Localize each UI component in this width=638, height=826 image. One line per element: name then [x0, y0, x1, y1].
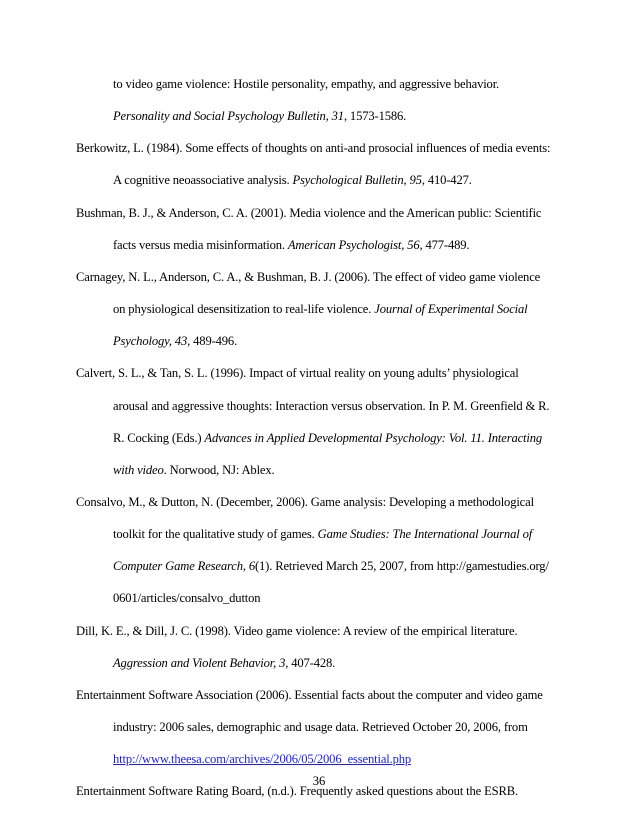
ref-esa-2006-line-1 — [76, 687, 543, 703]
reference-text: on physiological desensitization to real-life violence. — [113, 302, 375, 316]
reference-text: Dill, K. E., & Dill, J. C. (1998). Video game violence: A review of the empirical literature. — [76, 623, 518, 638]
reference-text: (1). Retrieved March 25, 2007, from http://gamestudies.org/ — [254, 559, 549, 574]
reference-italic-text: Computer Game Research, 6 — [113, 559, 255, 574]
ref-consalvo-2006-line-4 — [113, 590, 260, 606]
reference-text: 0601/articles/consalvo_dutton — [113, 591, 261, 606]
reference-text: industry: 2006 sales, demographic and usage data. Retrieved October 20, 2006, from — [113, 720, 528, 734]
ref-ahearn-cont-line-2 — [113, 108, 406, 124]
reference-text: Consalvo, M., & Dutton, N. (December, 2006). Game analysis: Developing a methodological — [76, 494, 534, 509]
reference-text: , 477-489. — [419, 237, 470, 252]
reference-text: Carnagey, N. L., Anderson, C. A., & Bushman, B. J. (2006). The effect of video game violence — [76, 269, 541, 284]
reference-italic-text: Psychological Bulletin, 95 — [292, 173, 422, 188]
reference-italic-text: Advances in Applied Developmental Psychology: Vol. 11. Interacting — [204, 430, 543, 445]
ref-calvert-1996-line-3 — [113, 430, 542, 446]
ref-calvert-1996-line-2 — [113, 398, 549, 414]
ref-ahearn-cont-line-1 — [113, 76, 499, 92]
reference-text: , 410-427. — [421, 173, 472, 188]
ref-dill-1998-line-1 — [76, 623, 517, 639]
ref-calvert-1996-line-4 — [113, 462, 275, 478]
reference-text: toolkit for the qualitative study of games. — [113, 527, 318, 542]
reference-text: R. Cocking (Eds.) — [113, 430, 205, 445]
reference-italic-text: Personality and Social Psychology Bulletin, 31 — [113, 109, 344, 124]
ref-esa-2006-line-3 — [113, 751, 411, 767]
reference-italic-text: Aggression and Violent Behavior, 3 — [113, 655, 286, 670]
reference-italic-text: American Psychologist, 56 — [287, 237, 420, 252]
ref-bushman-2001-line-1 — [76, 205, 541, 221]
reference-text: Bushman, B. J., & Anderson, C. A. (2001). Media violence and the American public: Scientific — [76, 205, 542, 220]
reference-text: Entertainment Software Association (2006). Essential facts about the computer and video game — [76, 687, 543, 702]
reference-text: Berkowitz, L. (1984). Some effects of thoughts on anti-and prosocial influences of media events: — [76, 141, 551, 156]
reference-text: Entertainment Software Rating Board, (n.d.). Frequently asked questions about the ESRB. — [76, 784, 518, 799]
reference-text: Calvert, S. L., & Tan, S. L. (1996). Impact of virtual reality on young adults’ physiological — [76, 366, 519, 381]
reference-text: , 489-496. — [187, 334, 238, 349]
reference-link[interactable]: http://www.theesa.com/archives/2006/05/2006_essential.php — [113, 752, 412, 767]
reference-text: arousal and aggressive thoughts: Interaction versus observation. In P. M. Greenfield & R. — [113, 398, 550, 413]
reference-italic-text: Psychology, 43 — [113, 334, 188, 349]
ref-consalvo-2006-line-2 — [113, 526, 532, 542]
reference-text: to video game violence: Hostile personality, empathy, and aggressive behavior. — [113, 77, 500, 91]
ref-consalvo-2006-line-3 — [113, 558, 549, 574]
reference-text: A cognitive neoassociative analysis. — [113, 173, 293, 188]
reference-italic-text: with video — [113, 462, 164, 477]
ref-calvert-1996-line-1 — [76, 365, 519, 381]
reference-text: facts versus media misinformation. — [113, 237, 288, 252]
reference-text: , 407-428. — [285, 655, 336, 670]
ref-dill-1998-line-2 — [113, 655, 335, 671]
ref-carnagey-2006-line-3 — [113, 333, 237, 349]
ref-berkowitz-1984-line-2 — [113, 172, 472, 188]
ref-consalvo-2006-line-1 — [76, 494, 534, 510]
reference-italic-text: Game Studies: The International Journal of — [317, 527, 533, 542]
reference-text: , 1573-1586. — [343, 109, 407, 124]
reference-text: . Norwood, NJ: Ablex. — [163, 462, 275, 477]
ref-berkowitz-1984-line-1 — [76, 140, 550, 156]
ref-carnagey-2006-line-1 — [76, 269, 540, 285]
reference-italic-text: Journal of Experimental Social — [374, 302, 528, 316]
ref-bushman-2001-line-2 — [113, 237, 469, 253]
ref-carnagey-2006-line-2 — [113, 301, 528, 317]
ref-esa-2006-line-2 — [113, 719, 528, 735]
page-number: 36 — [312, 774, 326, 788]
